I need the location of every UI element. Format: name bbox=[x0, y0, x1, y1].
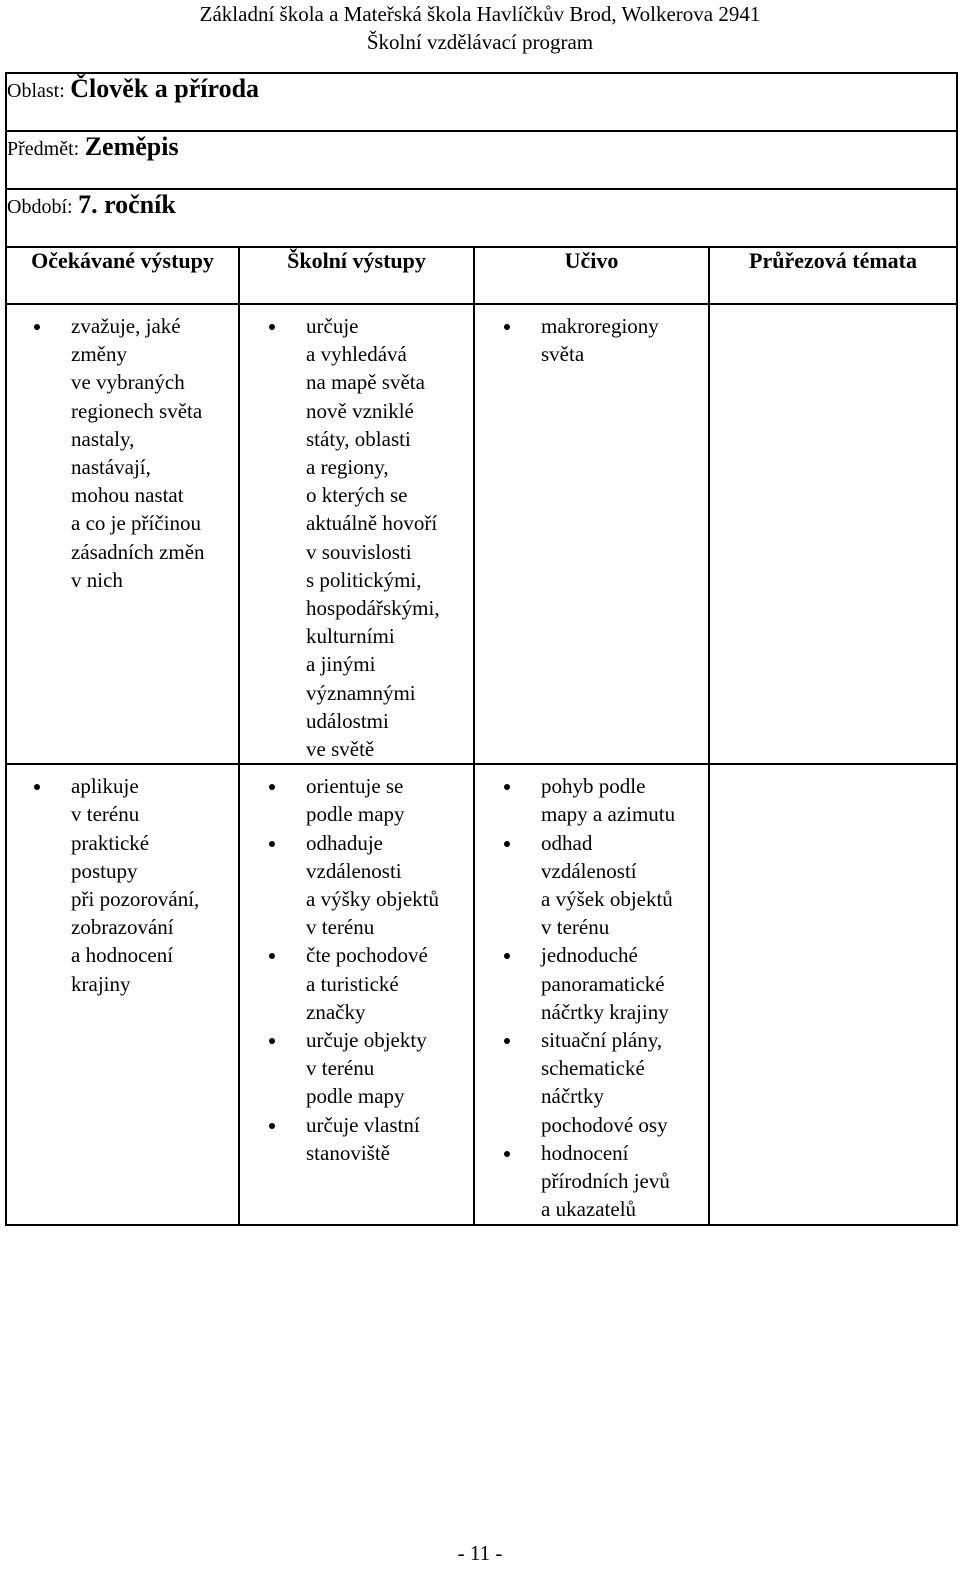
list-item-line: čte pochodové bbox=[306, 943, 428, 968]
bullet-list bbox=[475, 772, 708, 1223]
crosscutting-cell bbox=[709, 764, 957, 1224]
list-item-line: s politickými, bbox=[306, 567, 422, 592]
bullet-list bbox=[240, 772, 473, 1167]
list-item-line: makroregiony bbox=[541, 314, 659, 338]
column-header-school: Školní výstupy bbox=[239, 247, 474, 304]
school-cell bbox=[239, 304, 474, 764]
list-item-line: v terénu bbox=[541, 915, 610, 940]
crosscutting-cell bbox=[709, 304, 957, 764]
list-item-line: v terénu bbox=[306, 915, 375, 940]
predmet-value: Zeměpis bbox=[84, 132, 179, 161]
bullet-list bbox=[7, 312, 238, 594]
oblast-label: Oblast: bbox=[7, 80, 65, 102]
list-item bbox=[541, 1026, 708, 1139]
list-item-line: určuje bbox=[306, 314, 359, 338]
table-row bbox=[6, 304, 957, 764]
curriculum-table bbox=[5, 72, 958, 1226]
list-item-line: odhad bbox=[541, 830, 593, 855]
bullet-list bbox=[240, 312, 473, 763]
list-item bbox=[306, 312, 473, 763]
list-item-line: zásadních změn bbox=[71, 539, 205, 564]
list-item bbox=[306, 829, 473, 942]
list-item-line: ve světě bbox=[306, 737, 375, 762]
list-item-line: určuje objekty bbox=[306, 1028, 427, 1053]
list-item-line: kulturními bbox=[306, 624, 395, 649]
school-name-header: Základní škola a Mateřská škola Havlíčkův Brod, Wolkerova 2941 bbox=[199, 2, 761, 26]
list-item-line: při pozorování, bbox=[71, 887, 200, 912]
list-item-line: a turistické bbox=[306, 971, 399, 996]
list-item-line: významnými bbox=[306, 680, 416, 705]
list-item-line: praktické bbox=[71, 830, 150, 855]
expected-cell bbox=[6, 304, 239, 764]
column-header-expected: Očekávané výstupy bbox=[6, 247, 239, 304]
list-item-line: náčrtky krajiny bbox=[541, 999, 669, 1024]
list-item-line: a vyhledává bbox=[306, 342, 407, 367]
list-item-line: krajiny bbox=[71, 971, 131, 996]
page-number: - 11 - bbox=[457, 1541, 503, 1565]
predmet-label: Předmět: bbox=[7, 138, 80, 160]
obdobi-row bbox=[6, 189, 957, 247]
list-item-line: aktuálně hovoří bbox=[306, 511, 438, 536]
list-item bbox=[541, 1139, 708, 1224]
list-item-line: státy, oblasti bbox=[306, 426, 411, 451]
list-item bbox=[306, 772, 473, 828]
list-item-line: v souvislosti bbox=[306, 539, 412, 564]
list-item-line: situační plány, bbox=[541, 1028, 663, 1053]
list-item-line: hodnocení bbox=[541, 1140, 629, 1165]
list-item-line: v terénu bbox=[71, 802, 140, 827]
list-item-line: nově vzniklé bbox=[306, 398, 414, 423]
list-item-line: na mapě světa bbox=[306, 370, 425, 395]
list-item-line: nastaly, bbox=[71, 426, 135, 451]
table-row bbox=[6, 764, 957, 1224]
list-item-line: aplikuje bbox=[71, 774, 139, 799]
school-cell bbox=[239, 764, 474, 1224]
list-item-line: nastávají, bbox=[71, 455, 151, 480]
list-item-line: a hodnocení bbox=[71, 943, 174, 968]
list-item-line: a výšky objektů bbox=[306, 887, 439, 912]
list-item-line: a výšek objektů bbox=[541, 887, 673, 912]
column-header-crosscutting: Průřezová témata bbox=[709, 247, 957, 304]
list-item-line: světa bbox=[541, 342, 585, 367]
list-item bbox=[541, 941, 708, 1026]
list-item-line: jednoduché bbox=[541, 943, 638, 968]
list-item-line: změny bbox=[71, 342, 127, 367]
list-item bbox=[541, 772, 708, 828]
list-item-line: podle mapy bbox=[306, 802, 405, 827]
list-item-line: schematické bbox=[541, 1056, 645, 1081]
list-item-line: událostmi bbox=[306, 708, 389, 733]
list-item-line: vzdálenosti bbox=[306, 858, 402, 883]
column-header-content: Učivo bbox=[474, 247, 709, 304]
list-item-line: podle mapy bbox=[306, 1084, 405, 1109]
list-item bbox=[541, 312, 708, 368]
list-item-line: mapy a azimutu bbox=[541, 802, 676, 827]
list-item-line: náčrtky bbox=[541, 1084, 604, 1109]
content-cell bbox=[474, 764, 709, 1224]
list-item-line: stanoviště bbox=[306, 1140, 390, 1165]
program-header: Školní vzdělávací program bbox=[366, 30, 594, 54]
list-item bbox=[306, 1026, 473, 1111]
list-item-line: pochodové osy bbox=[541, 1112, 668, 1137]
list-item-line: v terénu bbox=[306, 1056, 375, 1081]
list-item-line: ve vybraných bbox=[71, 370, 185, 395]
list-item bbox=[71, 772, 238, 998]
list-item-line: o kterých se bbox=[306, 483, 408, 508]
list-item-line: vzdáleností bbox=[541, 858, 637, 883]
content-cell bbox=[474, 304, 709, 764]
list-item bbox=[541, 829, 708, 942]
obdobi-label: Období: bbox=[7, 196, 73, 218]
bullet-list bbox=[475, 312, 708, 368]
list-item-line: a jinými bbox=[306, 652, 376, 677]
list-item-line: zobrazování bbox=[71, 915, 174, 940]
list-item-line: a co je příčinou bbox=[71, 511, 202, 536]
list-item-line: mohou nastat bbox=[71, 483, 184, 508]
list-item bbox=[306, 941, 473, 1026]
list-item-line: odhaduje bbox=[306, 830, 383, 855]
oblast-value: Člověk a příroda bbox=[70, 74, 260, 103]
predmet-row bbox=[6, 131, 957, 189]
list-item-line: zvažuje, jaké bbox=[71, 314, 181, 338]
list-item-line: značky bbox=[306, 999, 366, 1024]
expected-cell bbox=[6, 764, 239, 1224]
list-item-line: orientuje se bbox=[306, 774, 404, 799]
list-item-line: postupy bbox=[71, 858, 138, 883]
list-item-line: a ukazatelů bbox=[541, 1197, 637, 1222]
list-item-line: určuje vlastní bbox=[306, 1112, 420, 1137]
list-item-line: pohyb podle bbox=[541, 774, 646, 799]
list-item-line: hospodářskými, bbox=[306, 596, 440, 621]
list-item-line: a regiony, bbox=[306, 455, 389, 480]
list-item bbox=[306, 1111, 473, 1167]
list-item-line: regionech světa bbox=[71, 398, 203, 423]
bullet-list bbox=[7, 772, 238, 998]
list-item bbox=[71, 312, 238, 594]
list-item-line: v nich bbox=[71, 567, 123, 592]
oblast-row bbox=[6, 73, 957, 131]
obdobi-value: 7. ročník bbox=[78, 190, 176, 219]
list-item-line: panoramatické bbox=[541, 971, 665, 996]
list-item-line: přírodních jevů bbox=[541, 1169, 670, 1194]
